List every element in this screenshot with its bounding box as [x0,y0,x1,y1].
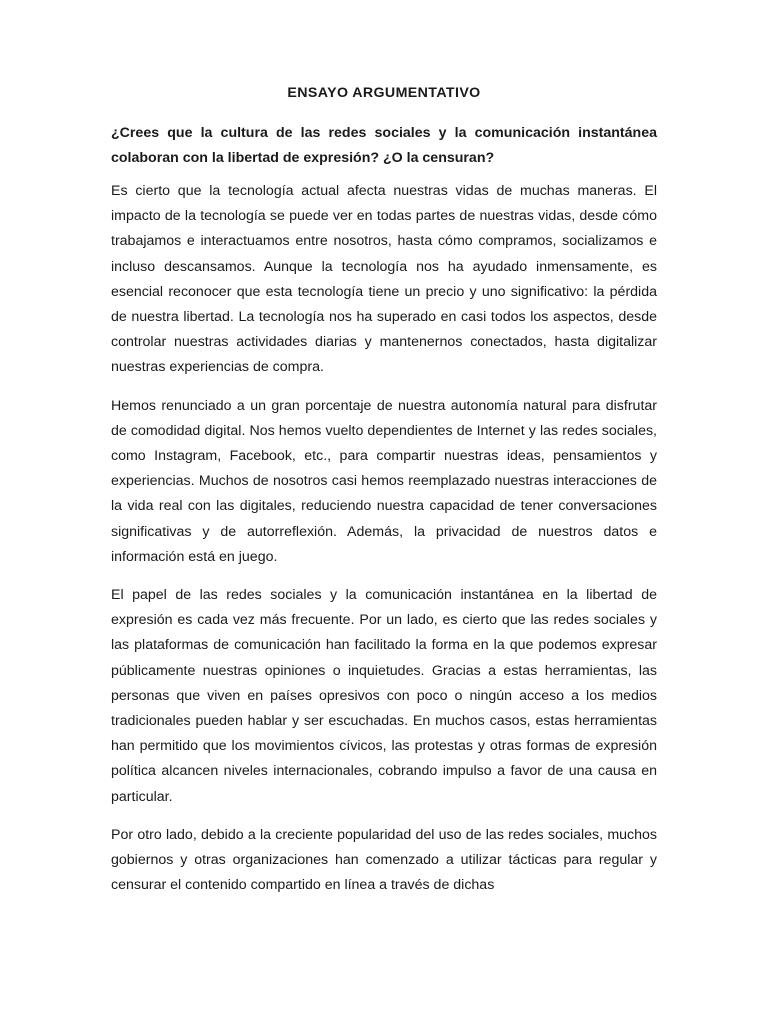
paragraph-2: Hemos renunciado a un gran porcentaje de nuestra autonomía natural para disfrutar de comodidad digital. Nos hemos vuelto dependientes de Internet y las redes sociales, como Instagram, Facebook, etc., para compartir nuestras ideas, pensamientos y experiencias. Muchos de nosotros casi hemos reemplazado nuestras interacciones de la vida real con las digitales, reduciendo nuestra capacidad de tener conversaciones significativas y de autorreflexión. Además, la privacidad de nuestros datos e información está en juego. [111,397,657,565]
paragraph-3: El papel de las redes sociales y la comunicación instantánea en la libertad de expresión es cada vez más frecuente. Por un lado, es cierto que las redes sociales y las plataformas de comunicación han facilitado la forma en la que podemos expresar públicamente nuestras opiniones o inquietudes. Gracias a estas herramientas, las personas que viven en países opresivos con poco o ningún acceso a los medios tradicionales pueden hablar y ser escuchadas. En muchos casos, estas herramientas han permitido que los movimientos cívicos, las protestas y otras formas de expresión política alcancen niveles internacionales, cobrando impulso a favor de una causa en particular. [111,587,657,805]
document-title: ENSAYO ARGUMENTATIVO [287,85,481,101]
essay-question: ¿Crees que la cultura de las redes sociales y la comunicación instantánea colaboran con la libertad de expresión? ¿O la censuran? [111,125,657,166]
paragraph-4: Por otro lado, debido a la creciente popularidad del uso de las redes sociales, muchos gobiernos y otras organizaciones han comenzado a utilizar tácticas para regular y censurar el contenido compartido en línea a través de dichas [111,826,657,894]
paragraph-1: Es cierto que la tecnología actual afecta nuestras vidas de muchas maneras. El impacto de la tecnología se puede ver en todas partes de nuestras vidas, desde cómo trabajamos e interactuamos entre nosotros, hasta cómo compramos, socializamos e incluso descansamos. Aunque la tecnología nos ha ayudado inmensamente, es esencial reconocer que esta tecnología tiene un precio y uno significativo: la pérdida de nuestra libertad. La tecnología nos ha superado en casi todos los aspectos, desde controlar nuestras actividades diarias y mantenernos conectados, hasta digitalizar nuestras experiencias de compra. [111,183,657,376]
